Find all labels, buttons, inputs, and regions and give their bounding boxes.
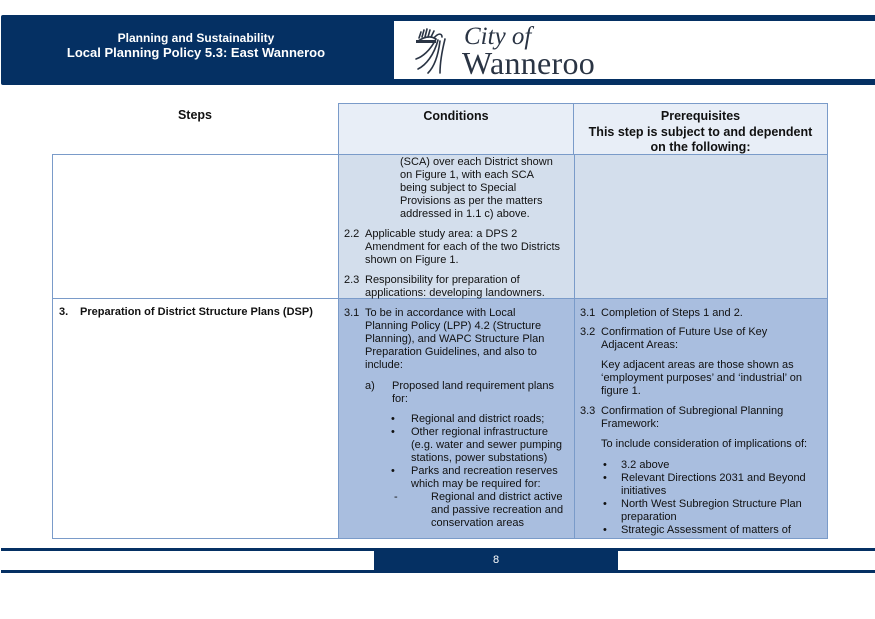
prerequisites-cell	[574, 155, 827, 298]
bullet-icon: •	[391, 465, 395, 477]
bullet-item	[603, 524, 825, 537]
text-line: Key adjacent areas are those shown as	[601, 359, 794, 371]
document-header-banner	[1, 15, 391, 85]
prerequisite-note	[601, 438, 826, 451]
item-number: 3.2	[580, 326, 596, 338]
text-line: applications: developing landowners.	[365, 287, 545, 299]
text-line: To be in accordance with Local	[365, 307, 516, 319]
condition-sub-item-a	[365, 380, 570, 406]
item-number: 3.1	[580, 307, 596, 319]
column-header-steps	[52, 103, 338, 154]
department-title: Planning and Sustainability	[117, 31, 275, 45]
text-line: Applicable study area: a DPS 2	[365, 228, 518, 240]
policy-title: Local Planning Policy 5.3: East Wanneroo	[66, 45, 326, 60]
bullet-icon: •	[391, 413, 395, 425]
text-line: (e.g. water and sewer pumping	[411, 439, 563, 451]
step-number: 3.	[59, 306, 69, 318]
text-line: figure 1.	[601, 385, 641, 397]
text-line: Completion of Steps 1 and 2.	[601, 307, 743, 319]
prerequisite-item-3-1	[580, 307, 825, 320]
text-line: Provisions as per the matters	[400, 195, 543, 207]
bullet-icon: •	[391, 426, 395, 438]
table-row	[52, 154, 828, 299]
logo-text-city-of: City of	[464, 23, 532, 50]
text-line: (SCA) over each District shown	[400, 156, 553, 168]
page-number: 8	[374, 548, 618, 573]
text-line: addressed in 1.1 c) above.	[400, 208, 530, 220]
text-line: which may be required for:	[411, 478, 541, 490]
text-line: on Figure 1, with each SCA	[400, 169, 534, 181]
conditions-header-label: Conditions	[423, 109, 489, 123]
text-line: Other regional infrastructure	[411, 426, 548, 438]
column-header-conditions	[338, 103, 574, 154]
text-line: conservation areas	[431, 517, 524, 529]
prerequisites-cell	[574, 299, 827, 538]
bullet-icon: •	[603, 459, 607, 471]
text-line: Preparation Guidelines, and also to	[365, 346, 537, 358]
text-line: Strategic Assessment of matters of	[621, 524, 791, 536]
text-line: Planning Policy (LPP) 4.2 (Structure	[365, 320, 542, 332]
step-title	[59, 306, 313, 318]
text-line: ‘employment purposes’ and ‘industrial’ on	[601, 372, 802, 384]
item-number: 2.2	[344, 228, 360, 240]
step-cell	[53, 155, 338, 298]
text-line: include:	[365, 359, 403, 371]
text-line: Regional and district roads;	[411, 413, 545, 425]
text-line: Responsibility for preparation of	[365, 274, 520, 286]
table-row	[52, 299, 828, 539]
text-line: for:	[392, 393, 408, 405]
text-line: Planning), and WAPC Structure Plan	[365, 333, 545, 345]
bullet-item	[391, 413, 575, 426]
text-line: preparation	[621, 511, 677, 523]
text-line: Confirmation of Future Use of Key	[601, 326, 768, 338]
text-line: being subject to Special	[400, 182, 517, 194]
prerequisites-header-label: Prerequisites	[660, 109, 741, 123]
bullet-item	[391, 426, 575, 465]
bullet-item	[603, 459, 825, 472]
bullet-icon: •	[603, 498, 607, 510]
prerequisite-item-3-2	[580, 326, 825, 352]
city-logo-panel	[391, 15, 875, 85]
text-line: Adjacent Areas:	[601, 339, 679, 351]
bullet-item	[603, 498, 825, 524]
prerequisite-note	[601, 359, 826, 398]
text-line: Confirmation of Subregional Planning	[601, 405, 784, 417]
bullet-icon: •	[603, 472, 607, 484]
item-number: 3.1	[344, 307, 360, 319]
condition-continuation	[400, 156, 553, 221]
text-line: Regional and district active	[431, 491, 563, 503]
text-line: Parks and recreation reserves	[411, 465, 558, 477]
bullet-item	[391, 465, 575, 491]
prerequisite-item-3-3	[580, 405, 825, 431]
item-number: 3.3	[580, 405, 596, 417]
steps-header-label: Steps	[177, 108, 213, 122]
text-line: shown on Figure 1.	[365, 254, 459, 266]
text-line: Proposed land requirement plans	[392, 380, 555, 392]
text-line: To include consideration of implications of:	[601, 438, 808, 450]
dash-item	[394, 491, 575, 530]
text-line: stations, power substations)	[411, 452, 548, 464]
step-name: Preparation of District Structure Plans (DSP)	[80, 306, 313, 318]
conditions-cell	[338, 299, 574, 538]
item-number: 2.3	[344, 274, 360, 286]
text-line: Amendment for each of the two Districts	[365, 241, 561, 253]
dash-icon: -	[394, 491, 398, 503]
text-line: initiatives	[621, 485, 667, 497]
text-line: 3.2 above	[621, 459, 670, 471]
column-header-prerequisites	[574, 103, 828, 154]
text-line: Framework:	[601, 418, 660, 430]
logo-text-wanneroo: Wanneroo	[462, 45, 596, 81]
text-line: North West Subregion Structure Plan	[621, 498, 802, 510]
sub-item-label: a)	[365, 380, 375, 392]
text-line: Relevant Directions 2031 and Beyond	[621, 472, 806, 484]
text-line: and passive recreation and	[431, 504, 564, 516]
step-cell	[53, 299, 338, 538]
kangaroo-paw-icon	[412, 27, 452, 75]
prerequisites-header-subtitle: This step is subject to and dependent on the following:	[588, 125, 813, 154]
condition-item-2-2	[344, 228, 572, 267]
condition-item-3-1	[344, 307, 572, 372]
condition-item-2-3	[344, 274, 572, 300]
bullet-icon: •	[603, 524, 607, 536]
conditions-cell	[338, 155, 574, 298]
bullet-item	[603, 472, 825, 498]
